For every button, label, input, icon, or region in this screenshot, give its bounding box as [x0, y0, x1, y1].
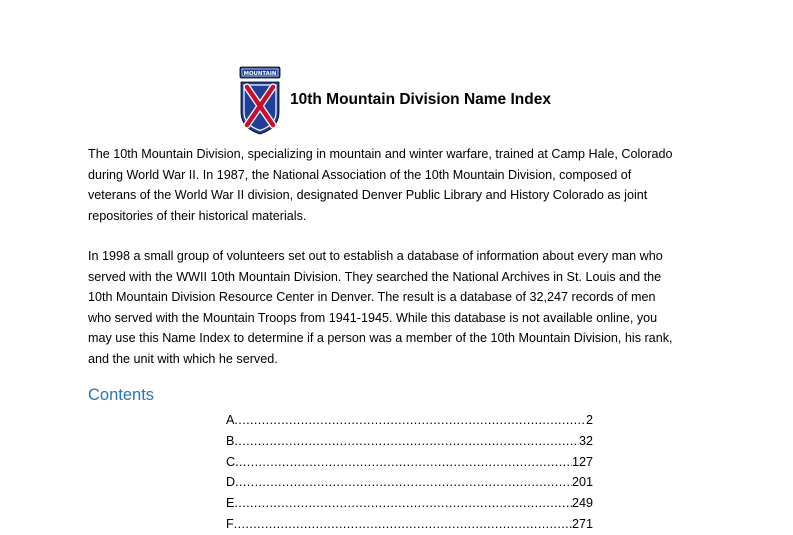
- toc-entry-letter: A: [226, 413, 235, 427]
- paragraph-line: served with the WWII 10th Mountain Division. They searched the National Archives in St. Louis and the: [88, 269, 662, 284]
- toc-entry-page: 201: [571, 475, 593, 490]
- mountain-division-patch-logo: [238, 66, 282, 136]
- toc-entry-e[interactable]: [226, 493, 593, 514]
- toc-dot-leader: [234, 410, 586, 431]
- toc-entry-c[interactable]: [226, 452, 593, 473]
- paragraph-line: The 10th Mountain Division, specializing in mountain and winter warfare, trained at Camp Hale, Colorado: [88, 147, 673, 161]
- contents-heading: Contents: [88, 386, 155, 404]
- toc-dot-leader: [234, 493, 572, 514]
- paragraph-line: In 1998 a small group of volunteers set out to establish a database of information about every man who: [88, 249, 663, 263]
- toc-entry-a[interactable]: [226, 410, 593, 431]
- toc-entry-page: 32: [578, 433, 593, 448]
- document-header: [238, 66, 282, 136]
- toc-dot-leader: [235, 472, 572, 493]
- paragraph-line: may use this Name Index to determine if a person was a member of the 10th Mountain Division, his rank,: [88, 331, 673, 346]
- toc-entry-letter: E: [226, 496, 235, 511]
- toc-entry-b[interactable]: [226, 431, 593, 452]
- paragraph-line: repositories of their historical materials.: [88, 208, 307, 223]
- toc-entry-letter: B: [226, 433, 235, 448]
- toc-entry-letter: D: [226, 475, 236, 490]
- toc-dot-leader: [235, 452, 572, 473]
- toc-entry-letter: C: [226, 454, 236, 469]
- patch-tab-text: MOUNTAIN: [243, 71, 277, 77]
- toc-entry-letter: F: [226, 516, 234, 531]
- toc-entry-d[interactable]: [226, 472, 593, 493]
- paragraph-line: during World War II. In 1987, the National Association of the 10th Mountain Division, composed of: [88, 167, 632, 182]
- paragraph-line: veterans of the World War II division, designated Denver Public Library and History Colorado as joint: [88, 188, 648, 203]
- intro-paragraph: [88, 144, 728, 226]
- toc-entry-page: 2: [585, 413, 593, 427]
- paragraph-line: and the unit with which he served.: [88, 351, 278, 366]
- toc-dot-leader: [234, 431, 579, 452]
- toc-entry-page: 127: [571, 454, 593, 469]
- paragraph-line: 10th Mountain Division Resource Center in Denver. The result is a database of 32,247 records of men: [88, 290, 656, 305]
- document-title: 10th Mountain Division Name Index: [290, 91, 551, 108]
- toc-entry-page: 271: [571, 516, 593, 531]
- paragraph-line: who served with the Mountain Troops from 1941-1945. While this database is not available online, you: [88, 310, 658, 325]
- table-of-contents: [226, 410, 593, 535]
- database-paragraph: [88, 246, 728, 370]
- toc-entry-page: 249: [571, 496, 593, 511]
